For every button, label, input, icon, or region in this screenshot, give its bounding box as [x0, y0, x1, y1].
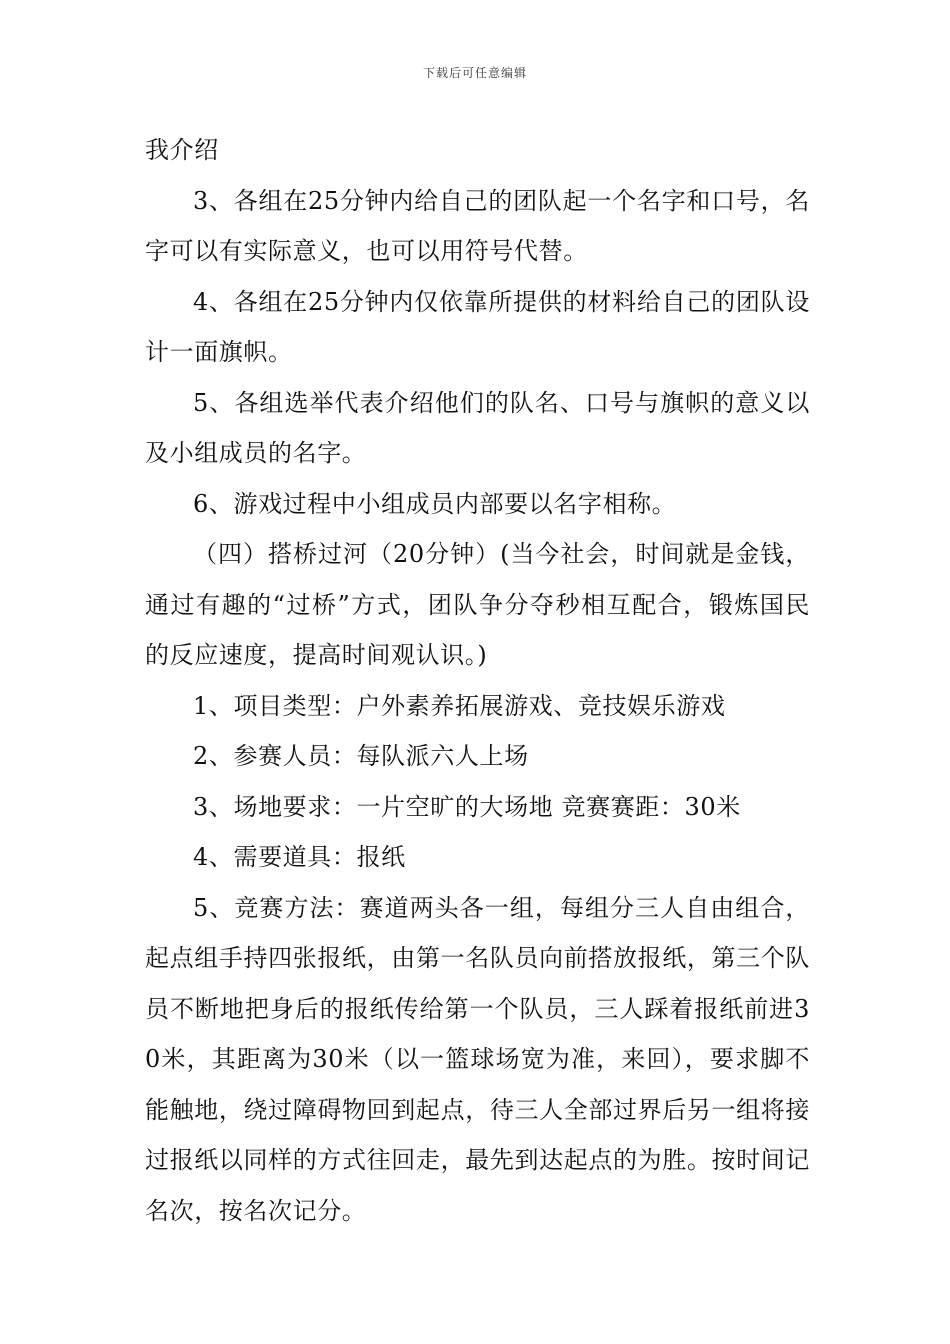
- paragraph-step-3: 3、各组在25分钟内给自己的团队起一个名字和口号，名字可以有实际意义，也可以用符号代替。: [145, 186, 810, 265]
- paragraph-participants: 2、参赛人员：每队派六人上场: [193, 742, 529, 770]
- page-header: 下载后可任意编辑: [422, 66, 527, 80]
- paragraph-step-5: 5、各组选举代表介绍他们的队名、口号与旗帜的意义以及小组成员的名字。: [145, 388, 810, 467]
- document-body: [145, 125, 810, 1236]
- paragraph-props: 4、需要道具：报纸: [193, 843, 406, 871]
- paragraph-step-6: 6、游戏过程中小组成员内部要以名字相称。: [193, 489, 677, 518]
- paragraph-venue: 3、场地要求：一片空旷的大场地 竞赛赛距：30米: [193, 792, 741, 821]
- paragraph-step-4: 4、各组在25分钟内仅依靠所提供的材料给自己的团队设计一面旗帜。: [145, 287, 810, 366]
- section-heading-bridge-game: （四）搭桥过河（20分钟）(当今社会，时间就是金钱，通过有趣的“过桥”方式，团队争分夺秒相互配合，锻炼国民的反应速度，提高时间观认识。): [145, 540, 810, 669]
- paragraph-project-type: 1、项目类型：户外素养拓展游戏、竞技娱乐游戏: [193, 691, 726, 720]
- paragraph-method: 5、竞赛方法：赛道两头各一组，每组分三人自由组合，起点组手持四张报纸，由第一名队员向前搭放报纸，第三个队员不断地把身后的报纸传给第一个队员，三人踩着报纸前进30米，其距离为30米（以一篮球场宽为准，来回），要求脚不能触地，绕过障碍物回到起点，待三人全部过界后另一组将接过报纸以同样的方式往回走，最先到达起点的为胜。按时间记名次，按名次记分。: [145, 893, 810, 1225]
- paragraph-intro-continuation: 我介绍: [145, 136, 219, 164]
